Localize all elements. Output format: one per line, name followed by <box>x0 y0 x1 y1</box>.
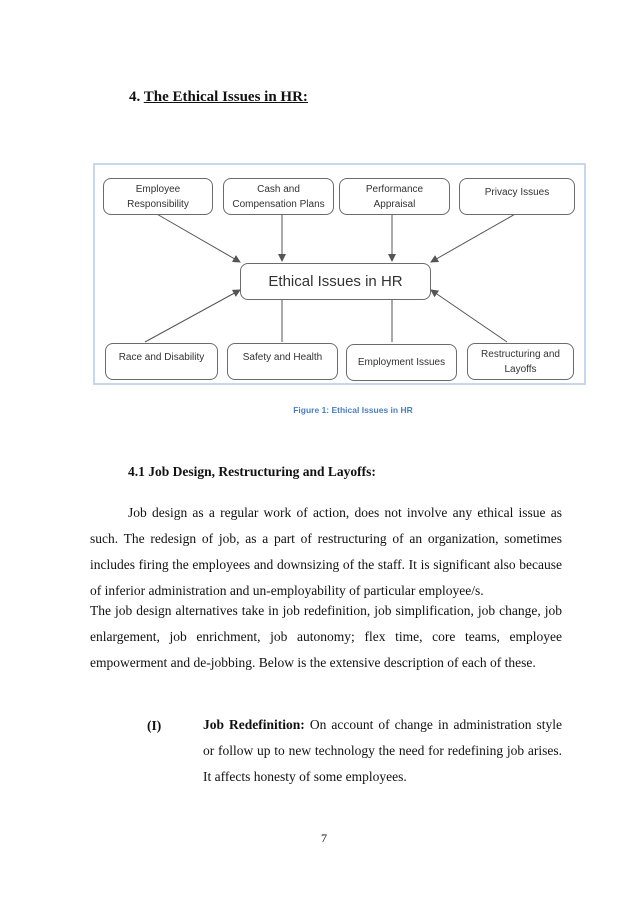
arrow-race-disability <box>145 290 240 342</box>
page-number: 7 <box>321 831 327 845</box>
arrow-privacy-issues <box>431 213 517 262</box>
paragraph-1: Job design as a regular work of action, does not involve any ethical issue as such. The redesign of job, as a part of restructuring of an organization, sometimes includes firing the employees and downsizing of the staff. It is significant also because of inferior administration and un-employability of particular employee/s. <box>90 505 562 598</box>
subsection-title: 4.1 Job Design, Restructuring and Layoffs: <box>128 464 376 479</box>
box-performance-appraisal: Performance Appraisal <box>339 178 450 215</box>
box-restructuring-layoffs: Restructuring and Layoffs <box>467 343 574 380</box>
section-heading <box>129 89 308 106</box>
arrow-restructuring-layoffs <box>431 290 507 342</box>
arrow-employee-responsibility <box>155 213 240 262</box>
box-safety-health: Safety and Health <box>227 343 338 380</box>
paragraph-2: The job design alternatives take in job redefinition, job simplification, job change, job enlargement, job enrichment, job autonomy; flex time, core teams, employee empowerment and de-jobbing. Below is the extensive description of each of these. <box>90 603 562 670</box>
box-privacy-issues: Privacy Issues <box>459 178 575 215</box>
box-cash-compensation: Cash and Compensation Plans <box>223 178 334 215</box>
list-item-term: Job Redefinition: <box>203 717 305 732</box>
section-number: 4. <box>129 89 141 105</box>
list-item-marker: (I) <box>147 718 162 733</box>
box-ethical-issues-center: Ethical Issues in HR <box>240 263 431 300</box>
section-title: The Ethical Issues in HR: <box>143 89 308 105</box>
figure-caption: Figure 1: Ethical Issues in HR <box>293 405 413 415</box>
ethical-issues-diagram <box>93 163 586 385</box>
box-employment-issues: Employment Issues <box>346 344 457 381</box>
box-race-disability: Race and Disability <box>105 343 218 380</box>
box-employee-responsibility: Employee Responsibility <box>103 178 213 215</box>
list-item-text <box>203 712 562 790</box>
list-item-body: On account of change in administration style or follow up to new technology the need for redefining job arises. It affects honesty of some employees. <box>203 717 562 784</box>
